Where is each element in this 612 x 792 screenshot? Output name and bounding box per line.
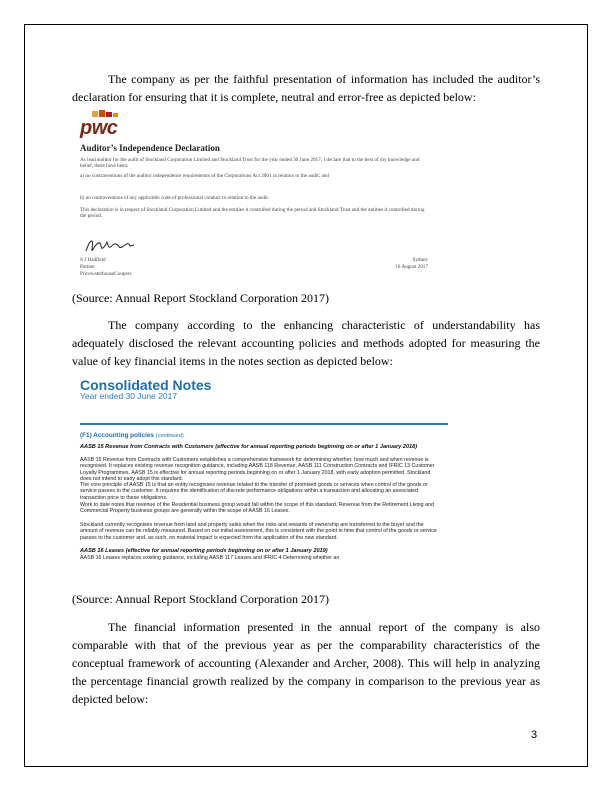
aasb15-text-3: Work to date notes that revenue of the Residential business group would fall within the scope of this standard. Revenue from the Retirement Living and Commercial Property business groups are generally within the scope of AASB 16 Leases. xyxy=(80,502,434,515)
aasb16-text: AASB 16 Leases replaces existing guidance, including AASB 117 Leases and IFRIC 4 Determining whether an xyxy=(80,555,340,561)
signer-role: Partner xyxy=(80,264,95,270)
aasb16-heading: AASB 16 Leases (effective for annual reporting periods beginning on or after 1 January 2019) xyxy=(80,548,328,554)
declaration-intro: As lead auditor for the audit of Stockland Corporation Limited and Stockland Trust for the year ended 30 June 2017, I declare that to the best of my knowledge and belief, there have been: xyxy=(80,157,420,170)
source-citation-1: (Source: Annual Report Stockland Corporation 2017) xyxy=(72,291,329,305)
paragraph-faithful-presentation: The company as per the faithful presentation of information has included the auditor’s declaration for ensuring that it is complete, neutral and error-free as depicted below: xyxy=(72,72,540,104)
consolidated-notes-image xyxy=(72,372,482,584)
pwc-logo: pwc xyxy=(80,117,118,139)
notes-section-note: (continued) xyxy=(155,433,184,439)
declaration-item-a: a) no contraventions of the auditor independence requirements of the Corporations Act 2001 in relation to the audit; and xyxy=(80,173,329,179)
declaration-closing: This declaration is in respect of Stockland Corporation Limited and the entities it controlled during the period and Stockland Trust and the entities it controlled during the period. xyxy=(80,207,425,220)
page-number: 3 xyxy=(531,729,538,741)
aasb15-text-2: The core principle of AASB 15 is that an entity recognises revenue related to the transfer of promised goods or services when control of the goods or service passes to the customer. It requires the identification of discrete performance obligations within a transaction and allocating an associated transaction price to these obligations. xyxy=(80,482,428,501)
paragraph-understandability: The company according to the enhancing characteristic of understandability has adequately disclosed the relevant accounting policies and methods adopted for measuring the value of key financial items in the notes section as depicted below: xyxy=(72,318,540,368)
declaration-date: 16 August 2017 xyxy=(395,264,428,270)
paragraph-comparability: The financial information presented in the annual report of the company is also comparable with that of the previous year as per the comparability characteristics of the conceptual framework of accounting (Alexander and Archer, 2008). This will help in analyzing the percentage financial growth realized by the company in comparison to the previous year as depicted below: xyxy=(72,620,540,706)
declaration-item-b: b) no contraventions of any applicable code of professional conduct in relation to the audit. xyxy=(80,195,270,201)
source-citation-2: (Source: Annual Report Stockland Corporation 2017) xyxy=(72,592,329,606)
aasb15-text-1: AASB 15 Revenue from Contracts with Customers establishes a comprehensive framework for determining whether, how much and when revenue is recognised. It replaces existing revenue recognition guidance, including AASB 118 Revenue, AASB 111 Construction Contracts and IFRIC 13 Customer Loyalty Programmes. AASB 15 is effective for annual reporting periods beginning on or after 1 January 2018, with early adoption permitted. Stockland does not intend to early adopt this standard. xyxy=(80,457,435,482)
notes-section-label: (F1) Accounting policies xyxy=(80,432,154,439)
auditor-declaration-image xyxy=(72,109,442,281)
notes-subtitle: Year ended 30 June 2017 xyxy=(80,391,178,401)
notes-divider xyxy=(80,423,448,425)
signer-firm: PricewaterhouseCoopers xyxy=(80,271,132,277)
declaration-city: Sydney xyxy=(412,257,428,263)
notes-section-heading xyxy=(80,432,184,439)
declaration-title: Auditor’s Independence Declaration xyxy=(80,143,220,153)
signer-name: S J Hadfield xyxy=(80,257,106,263)
aasb15-heading: AASB 15 Revenue from Contracts with Customers (effective for annual reporting periods beginning on or after 1 January 2018) xyxy=(80,444,418,450)
notes-title: Consolidated Notes xyxy=(80,377,212,393)
aasb15-text-4: Stockland currently recognises revenue from land and property sales when the risks and rewards of ownership are transferred to the buyer and the amount of revenue can be reliably measured. Based on our initial assessment, this is consistent with the point in time that control of the goods or service passes to the customer and, as such, no material impact is expected from the application of the new standard. xyxy=(80,522,437,541)
signature-icon xyxy=(82,235,142,257)
